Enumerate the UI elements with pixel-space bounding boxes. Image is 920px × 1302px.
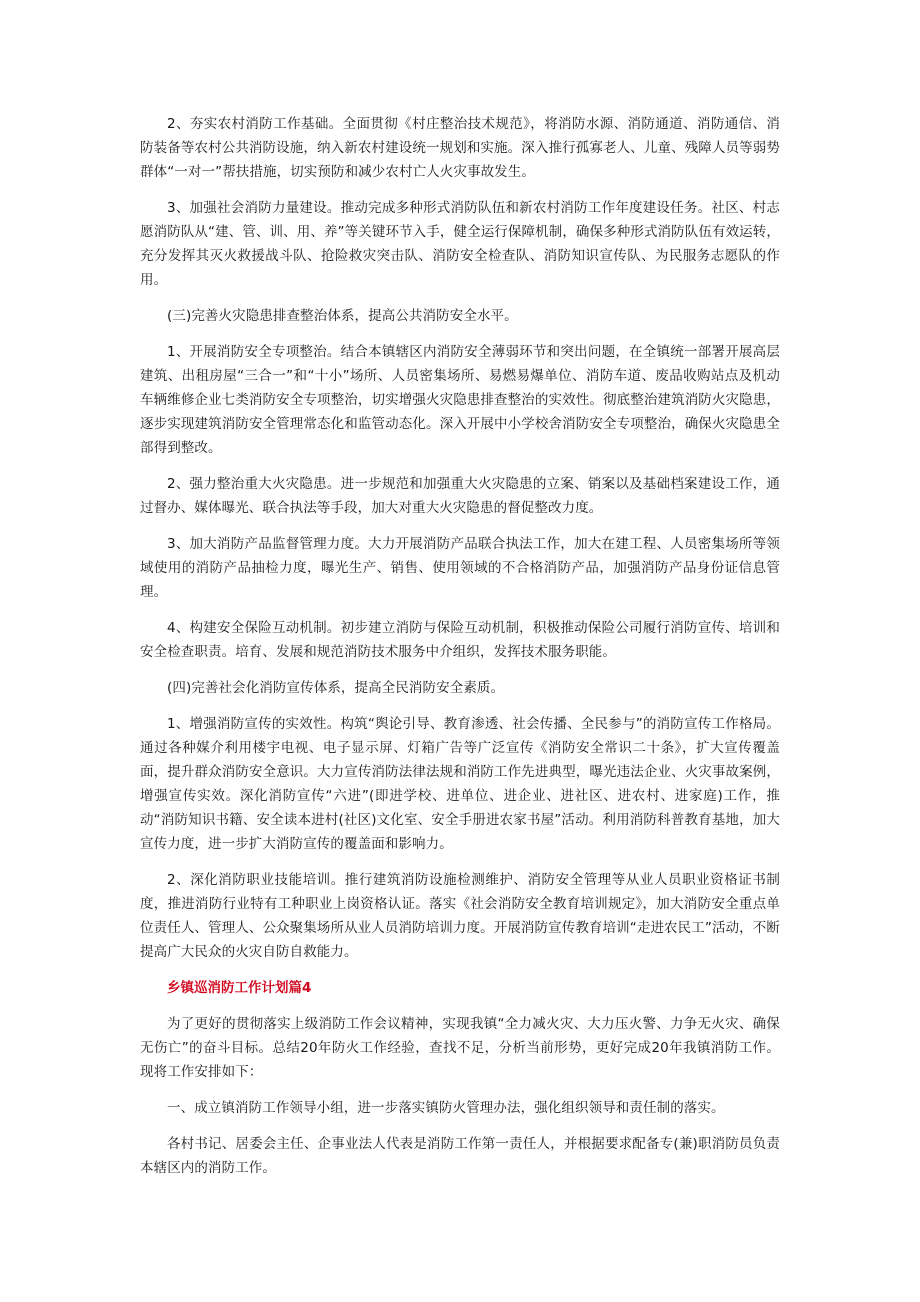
section-heading-publicity-system: (四)完善社会化消防宣传体系，提高全民消防安全素质。	[167, 680, 505, 696]
section-heading-hazard-system: (三)完善火灾隐患排查整治体系，提高公共消防安全水平。	[167, 308, 518, 324]
paragraph-rural-fire-foundation: 2、夯实农村消防工作基础。全面贯彻《村庄整治技术规范》，将消防水源、消防通道、消防通信、消防装备等农村公共消防设施，纳入新农村建设统一规划和实施。深入推行孤寡老人、儿童、残障人员等弱势群体“一对一”帮扶措施，切实预防和减少农村亡人火灾事故发生。	[140, 116, 780, 180]
paragraph-publicity-effectiveness: 1、增强消防宣传的实效性。构筑“舆论引导、教育渗透、社会传播、全民参与”的消防宣传工作格局。通过各种媒介利用楼宇电视、电子显示屏、灯箱广告等广泛宣传《消防安全常识二十条》，扩大宣传覆盖面，提升群众消防安全意识。大力宣传消防法律法规和消防工作先进典型，曝光违法企业、火灾事故案例，增强宣传实效。深化消防宣传“六进”(即进学校、进单位、进企业、进社区、进农村、进家庭)工作，推动“消防知识书籍、安全读本进村(社区)文化室、安全手册进农家书屋”活动。利用消防科普教育基地，加大宣传力度，进一步扩大消防宣传的覆盖面和影响力。	[140, 716, 780, 852]
paragraph-leadership-group: 一、成立镇消防工作领导小组，进一步落实镇防火管理办法，强化组织领导和责任制的落实。	[167, 1100, 725, 1116]
paragraph-responsible-persons: 各村书记、居委会主任、企事业法人代表是消防工作第一责任人，并根据要求配备专(兼)职消防员负责本辖区内的消防工作。	[140, 1136, 780, 1176]
paragraph-skills-training: 2、深化消防职业技能培训。推行建筑消防设施检测维护、消防安全管理等从业人员职业资格证书制度，推进消防行业特有工种职业上岗资格认证。落实《社会消防安全教育培训规定》，加大消防安全重点单位责任人、管理人、公众聚集场所从业人员消防培训力度。开展消防宣传教育培训“走进农民工”活动，不断提高广大民众的火灾自防自救能力。	[140, 872, 780, 960]
paragraph-product-supervision: 3、加大消防产品监督管理力度。大力开展消防产品联合执法工作，加大在建工程、人员密集场所等领域使用的消防产品抽检力度，曝光生产、销售、使用领域的不合格消防产品，加强消防产品身份证信息管理。	[140, 536, 780, 600]
paragraph-major-hazards: 2、强力整治重大火灾隐患。进一步规范和加强重大火灾隐患的立案、销案以及基础档案建设工作，通过督办、媒体曝光、联合执法等手段，加大对重大火灾隐患的督促整改力度。	[140, 476, 780, 516]
document-page	[140, 112, 780, 1192]
paragraph-insurance-mechanism: 4、构建安全保险互动机制。初步建立消防与保险互动机制，积极推动保险公司履行消防宣传、培训和安全检查职责。培育、发展和规范消防技术服务中介组织，发挥技术服务职能。	[140, 620, 780, 660]
article-heading-part-4: 乡镇巡消防工作计划篇4	[167, 980, 312, 996]
paragraph-intro-goals: 为了更好的贯彻落实上级消防工作会议精神，实现我镇“全力减火灾、大力压火警、力争无火灾、确保无伤亡”的奋斗目标。总结20年防火工作经验，查找不足，分析当前形势，更好完成20年我镇消防工作。现将工作安排如下：	[140, 1016, 780, 1080]
paragraph-social-fire-force: 3、加强社会消防力量建设。推动完成多种形式消防队伍和新农村消防工作年度建设任务。社区、村志愿消防队从“建、管、训、用、养”等关键环节入手，健全运行保障机制，确保多种形式消防队伍有效运转，充分发挥其灭火救援战斗队、抢险救灾突击队、消防安全检查队、消防知识宣传队、为民服务志愿队的作用。	[140, 200, 780, 288]
paragraph-special-rectification: 1、开展消防安全专项整治。结合本镇辖区内消防安全薄弱环节和突出问题，在全镇统一部署开展高层建筑、出租房屋“三合一”和“十小”场所、人员密集场所、易燃易爆单位、消防车道、废品收购站点及机动车辆维修企业七类消防安全专项整治，切实增强火灾隐患排查整治的实效性。彻底整治建筑消防火灾隐患，逐步实现建筑消防安全管理常态化和监管动态化。深入开展中小学校舍消防安全专项整治，确保火灾隐患全部得到整改。	[140, 344, 780, 456]
